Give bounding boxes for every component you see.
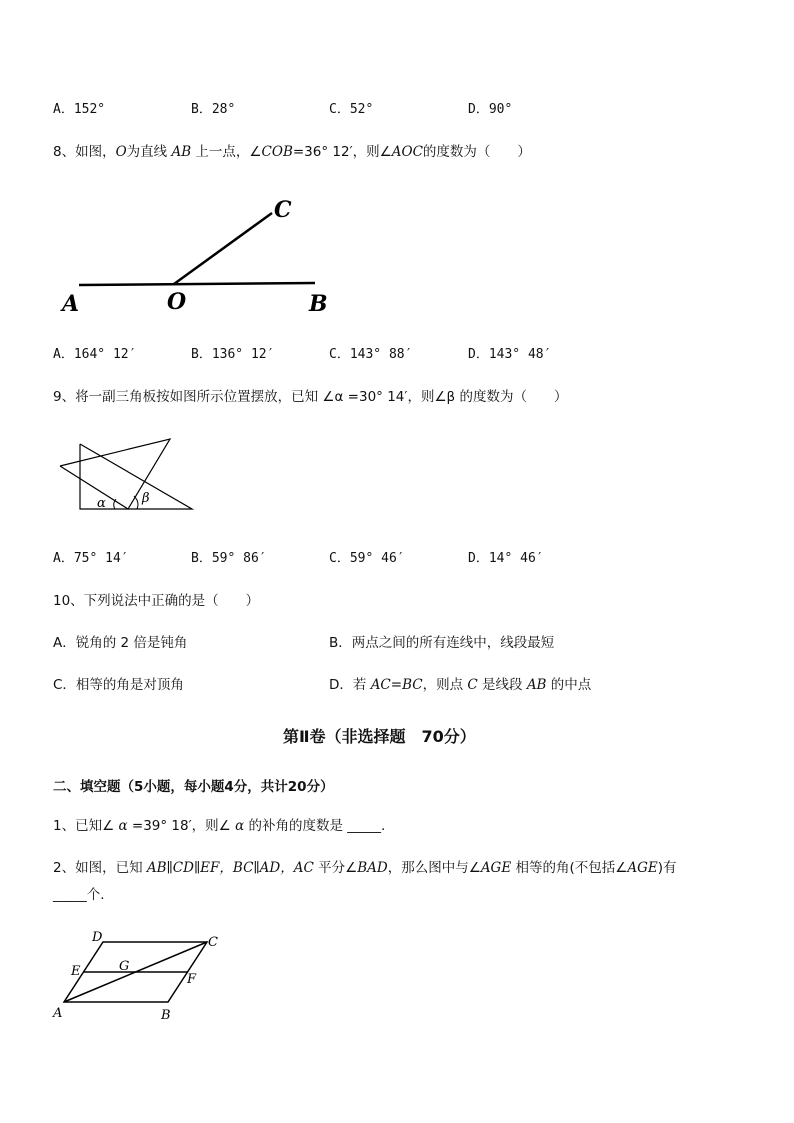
q7-option-a: A．152° bbox=[53, 102, 106, 117]
label-c: C bbox=[274, 197, 292, 223]
q10-option-c: C．相等的角是对顶角 bbox=[53, 677, 184, 693]
label-beta: β bbox=[142, 491, 150, 506]
q9-option-c: C．59° 46′ bbox=[329, 551, 405, 566]
q9-option-b: B．59° 86′ bbox=[191, 551, 267, 566]
label-o: O bbox=[167, 289, 187, 315]
fill1-stem: 1、已知∠ α =39° 18′，则∠ α 的补角的度数是 _____. bbox=[53, 818, 386, 834]
q10-option-d: D．若 AC=BC，则点 C 是线段 AB 的中点 bbox=[329, 677, 592, 693]
q8-option-b: B．136° 12′ bbox=[191, 347, 275, 362]
label-g: G bbox=[119, 959, 130, 974]
fill2-stem: 2、如图，已知 AB∥CD∥EF，BC∥AD，AC 平分∠BAD，那么图中与∠AGE 相等的角(不包括∠AGE)有 bbox=[53, 860, 677, 876]
q7-option-b: B．28° bbox=[191, 102, 236, 117]
q8-option-c: C．143° 88′ bbox=[329, 347, 413, 362]
q9-option-d: D．14° 46′ bbox=[468, 551, 544, 566]
q8-option-a: A．164° 12′ bbox=[53, 347, 137, 362]
q10-stem: 10、下列说法中正确的是（ ） bbox=[53, 593, 260, 609]
fill2-blank-line: _____个. bbox=[53, 887, 105, 903]
section2-title: 二、填空题（5小题，每小题4分，共计20分） bbox=[53, 779, 334, 795]
label-a: A bbox=[62, 291, 80, 317]
label-b: B bbox=[309, 291, 328, 317]
q10-option-a: A．锐角的 2 倍是钝角 bbox=[53, 635, 188, 651]
q8-stem: 8、如图，O为直线 AB 上一点，∠COB=36° 12′，则∠AOC的度数为（ ） bbox=[53, 144, 531, 160]
label-d: D bbox=[92, 930, 103, 945]
q10-option-b: B．两点之间的所有连线中，线段最短 bbox=[329, 635, 555, 651]
q9-option-a: A．75° 14′ bbox=[53, 551, 129, 566]
q9-stem: 9、将一副三角板按如图所示位置摆放，已知 ∠α =30° 14′，则∠β 的度数为（ ） bbox=[53, 389, 568, 405]
q8-option-d: D．143° 48′ bbox=[468, 347, 552, 362]
label-f: F bbox=[187, 972, 197, 987]
label-e: E bbox=[71, 964, 81, 979]
label-c: C bbox=[208, 935, 218, 950]
q7-option-c: C．52° bbox=[329, 102, 374, 117]
part2-title: 第Ⅱ卷（非选择题 70分） bbox=[283, 727, 476, 746]
label-b: B bbox=[161, 1008, 171, 1023]
q7-option-d: D．90° bbox=[468, 102, 513, 117]
label-alpha: α bbox=[97, 496, 106, 511]
label-a: A bbox=[53, 1006, 63, 1021]
